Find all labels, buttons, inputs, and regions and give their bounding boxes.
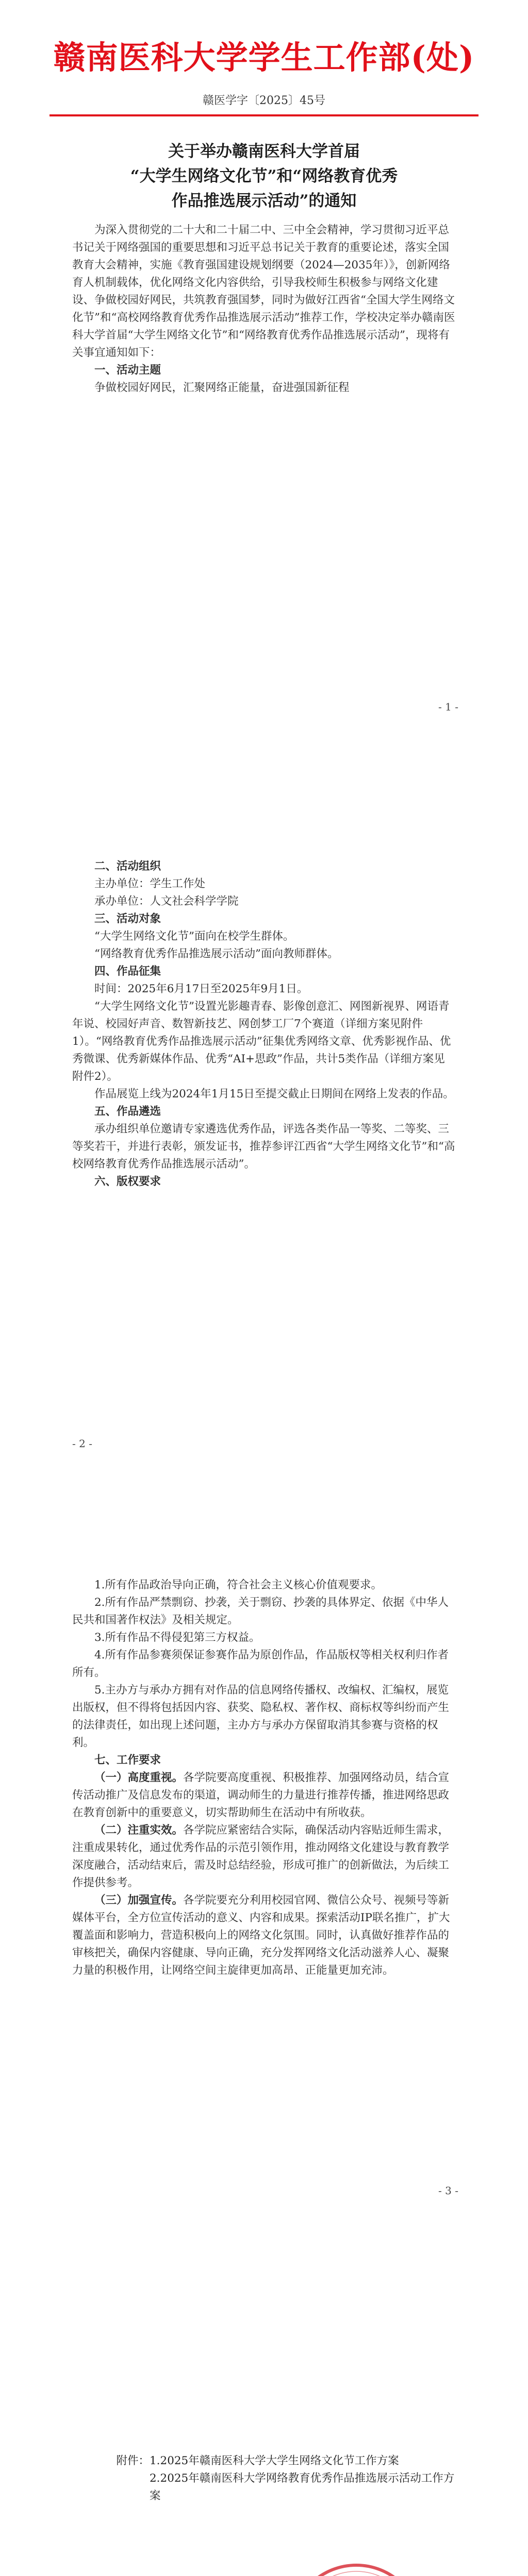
section-1-heading: 一、活动主题 — [94, 364, 161, 377]
notice-title-line-3: 作品推选展示活动”的通知 — [171, 192, 357, 210]
document-number: 赣医学字〔2025〕45号 — [203, 94, 325, 107]
section-3-heading: 三、活动对象 — [94, 912, 161, 925]
requirement-2-text: 各学院应紧密结合实际，确保活动内容贴近师生需求，注重成果转化，通过优秀作品的示范引领作用，推动网络文化建设与教育教学深度融合，活动结束后，需及时总结经验，形成可推广的创新做法，为后续工作提供参考。 — [72, 1824, 450, 1889]
page-3-body — [72, 1577, 456, 1979]
requirement-2-lead: （二）注重实效。 — [94, 1824, 184, 1837]
requirement-1 — [72, 1769, 456, 1822]
attachments-list — [150, 2452, 456, 2505]
section-6-heading: 六、版权要求 — [94, 1175, 161, 1188]
requirement-1-text: 各学院要高度重视、积极推荐、加强网络动员，结合宣传活动推广及信息发布的渠道，调动师生的力量进行推荐传播，推进网络思政在教育创新中的重要意义，切实帮助师生在活动中有所收获。 — [72, 1771, 450, 1819]
copyright-item-1: 1.所有作品政治导向正确，符合社会主义核心价值观要求。 — [94, 1579, 383, 1591]
requirement-2 — [72, 1822, 456, 1892]
official-seal-icon — [287, 2561, 426, 2576]
requirement-3-lead: （三）加强宣传。 — [94, 1894, 184, 1907]
section-3-para-2: “网络教育优秀作品推选展示活动”面向教师群体。 — [94, 947, 339, 960]
page-1-body — [72, 222, 456, 397]
section-2-organizer: 承办单位：人文社会科学学院 — [94, 895, 239, 908]
attachment-item-2: 2.2025年赣南医科大学网络教育优秀作品推选展示活动工作方案 — [150, 2472, 455, 2502]
page-number-3: - 3 - — [438, 2184, 458, 2197]
copyright-item-4: 4.所有作品参赛须保证参赛作品为原创作品，作品版权等相关权利归作者所有。 — [72, 1649, 449, 1679]
section-2-host: 主办单位：学生工作处 — [94, 877, 206, 890]
section-4-para-1: 时间：2025年6月17日至2025年9月1日。 — [94, 982, 308, 995]
red-divider — [50, 114, 478, 116]
page-4 — [0, 2236, 528, 2576]
copyright-item-3: 3.所有作品不得侵犯第三方权益。 — [94, 1631, 260, 1644]
section-5-para-1: 承办组织单位邀请专家遴选优秀作品，评选各类作品一等奖、二等奖、三等奖若干，并进行表彰，颁发证书，推荐参评江西省“大学生网络文化节”和“高校网络教育优秀作品推选展示活动”。 — [72, 1123, 455, 1171]
attachments-block — [72, 2452, 456, 2505]
notice-title-line-2: “大学生网络文化节”和“网络教育优秀 — [130, 167, 398, 185]
section-1-text: 争做校园好网民，汇聚网络正能量，奋进强国新征程 — [94, 381, 350, 394]
copyright-item-2: 2.所有作品严禁剽窃、抄袭，关于剽窃、抄袭的具体界定、依据《中华人民共和国著作权法》及相关规定。 — [72, 1596, 449, 1626]
section-3-para-1: “大学生网络文化节”面向在校学生群体。 — [94, 930, 294, 943]
page-number-1: - 1 - — [438, 701, 458, 713]
page-number-2: - 2 - — [72, 1437, 92, 1450]
section-4-heading: 四、作品征集 — [94, 965, 161, 978]
section-7-heading: 七、工作要求 — [94, 1754, 161, 1767]
section-5-heading: 五、作品遴选 — [94, 1105, 161, 1118]
page-2-body — [72, 858, 456, 1191]
attachments-row — [72, 2452, 456, 2505]
section-4-para-2: “大学生网络文化节”设置光影趣青春、影像创意汇、网图新视界、网语青年说、校园好声音、数智新技艺、网创梦工厂7个赛道（详细方案见附件1）。“网络教育优秀作品推选展示活动”征集优秀网络文章、优秀影视作品、优秀微课、优秀新媒体作品、优秀“AI+思政”作品，共计5类作品（详细方案见附件2）。 — [72, 1000, 451, 1083]
section-2-heading: 二、活动组织 — [94, 860, 161, 873]
requirement-1-lead: （一）高度重视。 — [94, 1771, 184, 1784]
attachment-item-1: 1.2025年赣南医科大学大学生网络文化节工作方案 — [150, 2454, 399, 2467]
requirement-3 — [72, 1892, 456, 1979]
notice-title-line-1: 关于举办赣南医科大学首届 — [168, 142, 360, 161]
section-4-para-3: 作品展览上线为2024年1月15日至提交截止日期间在网络上发表的作品。 — [94, 1088, 454, 1100]
intro-paragraph: 为深入贯彻党的二十大和二十届二中、三中全会精神，学习贯彻习近平总书记关于网络强国的重要思想和习近平总书记关于教育的重要论述，落实全国教育大会精神，实施《教育强国建设规划纲要（2024—2035年）》，创新网络育人机制载体，优化网络文化内容供给，引导我校师生积极参与网络文化建设、争做校园好网民，共筑教育强国梦，同时为做好江西省“全国大学生网络文化节”和“高校网络教育优秀作品推选展示活动”推荐工作，学校决定举办赣南医科大学首届“大学生网络文化节”和“网络教育优秀作品推选展示活动”，现将有关事宜通知如下： — [72, 224, 455, 359]
notice-title — [0, 139, 528, 213]
copyright-item-5: 5.主办方与承办方拥有对作品的信息网络传播权、改编权、汇编权，展览出版权，但不得将包括因内容、获奖、隐私权、著作权、商标权等纠纷而产生的法律责任，如出现上述问题，主办方与承办方保留取消其参赛与资格的权利。 — [72, 1684, 450, 1749]
attachments-label: 附件： — [116, 2454, 150, 2467]
org-header-title: 赣南医科大学学生工作部(处) — [53, 39, 475, 76]
requirement-3-text: 各学院要充分利用校园官网、微信公众号、视频号等新媒体平台，全方位宣传活动的意义、内容和成果。探索活动IP联名推广，扩大覆盖面和影响力，营造积极向上的网络文化氛围。同时，认真做好推荐作品的审核把关，确保内容健康、导向正确，充分发挥网络文化活动滋养人心、凝聚力量的积极作用，让网络空间主旋律更加高昂、正能量更加充沛。 — [72, 1894, 450, 1977]
